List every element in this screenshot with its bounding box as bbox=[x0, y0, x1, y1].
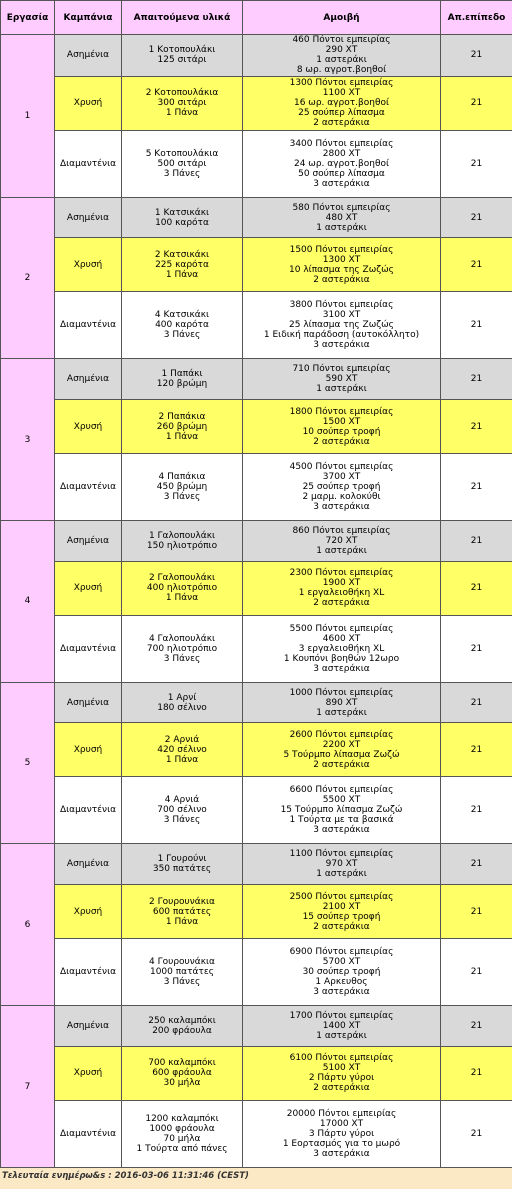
reward-cell: 6900 Πόντοι εμπειρίας 5700 ΧΤ 30 σούπερ τροφή 1 Αρκευθος 3 αστεράκια bbox=[243, 939, 441, 1006]
table-row bbox=[1, 292, 512, 359]
campaign-cell: Διαμαντένια bbox=[55, 615, 122, 682]
level-cell: 21 bbox=[441, 777, 512, 844]
header-row bbox=[1, 1, 512, 35]
table-row bbox=[1, 1006, 512, 1047]
table-row bbox=[1, 844, 512, 885]
materials-cell: 4 Παπάκια 450 βρώμη 3 Πάνες bbox=[122, 453, 243, 520]
level-cell: 21 bbox=[441, 939, 512, 1006]
level-cell: 21 bbox=[441, 723, 512, 777]
reward-cell: 3800 Πόντοι εμπειρίας 3100 ΧΤ 25 λίπασμα της Ζωζώς 1 Ειδική παράδοση (αυτοκόλλητο) 3 αστεράκια bbox=[243, 292, 441, 359]
table-row bbox=[1, 400, 512, 454]
table-row bbox=[1, 1100, 512, 1167]
level-cell: 21 bbox=[441, 35, 512, 77]
level-cell: 21 bbox=[441, 1100, 512, 1167]
header-task: Εργασία bbox=[1, 1, 55, 35]
materials-cell: 4 Αρνιά 700 σέλινο 3 Πάνες bbox=[122, 777, 243, 844]
reward-cell: 1300 Πόντοι εμπειρίας 1100 ΧΤ 16 ωρ. αγροτ.βοηθοί 25 σούπερ λίπασμα 2 αστεράκια bbox=[243, 76, 441, 130]
reward-cell: 6100 Πόντοι εμπειρίας 5100 ΧΤ 2 Πάρτυ γύροι 2 αστεράκια bbox=[243, 1046, 441, 1100]
header-materials: Απαιτούμενα υλικά bbox=[122, 1, 243, 35]
last-updated-text: Τελευταία ενημέρω&s : 2016-03-06 11:31:46 (CEST) bbox=[2, 1171, 249, 1181]
materials-cell: 1 Γαλοπουλάκι 150 ηλιοτρόπιο bbox=[122, 521, 243, 562]
level-cell: 21 bbox=[441, 521, 512, 562]
campaign-cell: Διαμαντένια bbox=[55, 292, 122, 359]
materials-cell: 1 Αρνί 180 σέλινο bbox=[122, 682, 243, 723]
materials-cell: 5 Κοτοπουλάκια 500 σιτάρι 3 Πάνες bbox=[122, 130, 243, 197]
reward-cell: 1100 Πόντοι εμπειρίας 970 ΧΤ 1 αστεράκι bbox=[243, 844, 441, 885]
reward-cell: 2600 Πόντοι εμπειρίας 2200 ΧΤ 5 Τούρμπο λίπασμα Ζωζώ 2 αστεράκια bbox=[243, 723, 441, 777]
level-cell: 21 bbox=[441, 1006, 512, 1047]
level-cell: 21 bbox=[441, 76, 512, 130]
campaign-cell: Ασημένια bbox=[55, 359, 122, 400]
header-reward: Αμοιβή bbox=[243, 1, 441, 35]
level-cell: 21 bbox=[441, 844, 512, 885]
materials-cell: 700 καλαμπόκι 600 φράουλα 30 μήλα bbox=[122, 1046, 243, 1100]
campaign-cell: Διαμαντένια bbox=[55, 939, 122, 1006]
reward-cell: 4500 Πόντοι εμπειρίας 3700 ΧΤ 25 σούπερ τροφή 2 μαρμ. κολοκύθι 3 αστεράκια bbox=[243, 453, 441, 520]
table-row bbox=[1, 453, 512, 520]
campaign-cell: Χρυσή bbox=[55, 723, 122, 777]
campaign-cell: Ασημένια bbox=[55, 844, 122, 885]
materials-cell: 4 Γουρουνάκια 1000 πατάτες 3 Πάνες bbox=[122, 939, 243, 1006]
level-cell: 21 bbox=[441, 292, 512, 359]
table-row bbox=[1, 682, 512, 723]
campaign-cell: Ασημένια bbox=[55, 521, 122, 562]
reward-cell: 860 Πόντοι εμπειρίας 720 ΧΤ 1 αστεράκι bbox=[243, 521, 441, 562]
materials-cell: 2 Γαλοπουλάκι 400 ηλιοτρόπιο 1 Πάνα bbox=[122, 561, 243, 615]
campaign-cell: Χρυσή bbox=[55, 1046, 122, 1100]
reward-cell: 1500 Πόντοι εμπειρίας 1300 ΧΤ 10 λίπασμα της Ζωζώς 2 αστεράκια bbox=[243, 238, 441, 292]
materials-cell: 2 Αρνιά 420 σέλινο 1 Πάνα bbox=[122, 723, 243, 777]
materials-cell: 2 Παπάκια 260 βρώμη 1 Πάνα bbox=[122, 400, 243, 454]
level-cell: 21 bbox=[441, 359, 512, 400]
task-number: 3 bbox=[1, 359, 55, 521]
reward-cell: 6600 Πόντοι εμπειρίας 5500 ΧΤ 15 Τούρμπο λίπασμα Ζωζώ 1 Τούρτα με τα βασικά 3 αστεράκια bbox=[243, 777, 441, 844]
materials-cell: 4 Γαλοπουλάκι 700 ηλιοτρόπιο 3 Πάνες bbox=[122, 615, 243, 682]
task-number: 1 bbox=[1, 35, 55, 198]
materials-cell: 1 Γουρούνι 350 πατάτες bbox=[122, 844, 243, 885]
level-cell: 21 bbox=[441, 1046, 512, 1100]
table-row bbox=[1, 521, 512, 562]
materials-cell: 1 Παπάκι 120 βρώμη bbox=[122, 359, 243, 400]
table-row bbox=[1, 76, 512, 130]
materials-cell: 2 Γουρουνάκια 600 πατάτες 1 Πάνα bbox=[122, 885, 243, 939]
materials-cell: 1 Κοτοπουλάκι 125 σιτάρι bbox=[122, 35, 243, 77]
level-cell: 21 bbox=[441, 453, 512, 520]
campaign-cell: Χρυσή bbox=[55, 885, 122, 939]
campaign-cell: Χρυσή bbox=[55, 76, 122, 130]
campaign-cell: Διαμαντένια bbox=[55, 1100, 122, 1167]
table-row bbox=[1, 885, 512, 939]
header-campaign: Καμπάνια bbox=[55, 1, 122, 35]
reward-cell: 2500 Πόντοι εμπειρίας 2100 ΧΤ 15 σούπερ τροφή 2 αστεράκια bbox=[243, 885, 441, 939]
materials-cell: 4 Κατσικάκι 400 καρότα 3 Πάνες bbox=[122, 292, 243, 359]
campaign-cell: Ασημένια bbox=[55, 1006, 122, 1047]
level-cell: 21 bbox=[441, 561, 512, 615]
campaign-cell: Διαμαντένια bbox=[55, 777, 122, 844]
task-number: 7 bbox=[1, 1006, 55, 1168]
reward-cell: 580 Πόντοι εμπειρίας 480 ΧΤ 1 αστεράκι bbox=[243, 197, 441, 238]
table-row bbox=[1, 615, 512, 682]
table-row bbox=[1, 197, 512, 238]
reward-cell: 1000 Πόντοι εμπειρίας 890 ΧΤ 1 αστεράκι bbox=[243, 682, 441, 723]
campaign-cell: Χρυσή bbox=[55, 561, 122, 615]
materials-cell: 250 καλαμπόκι 200 φράουλα bbox=[122, 1006, 243, 1047]
campaign-cell: Διαμαντένια bbox=[55, 130, 122, 197]
level-cell: 21 bbox=[441, 885, 512, 939]
reward-cell: 5500 Πόντοι εμπειρίας 4600 ΧΤ 3 εργαλειοθήκη XL 1 Κουπόνι βοηθών 12ωρο 3 αστεράκια bbox=[243, 615, 441, 682]
table-body bbox=[1, 35, 512, 1168]
table-row bbox=[1, 1046, 512, 1100]
table-row bbox=[1, 238, 512, 292]
reward-cell: 1700 Πόντοι εμπειρίας 1400 ΧΤ 1 αστεράκι bbox=[243, 1006, 441, 1047]
table-row bbox=[1, 723, 512, 777]
level-cell: 21 bbox=[441, 197, 512, 238]
materials-cell: 2 Κοτοπουλάκια 300 σιτάρι 1 Πάνα bbox=[122, 76, 243, 130]
table-row bbox=[1, 561, 512, 615]
task-number: 4 bbox=[1, 521, 55, 683]
task-number: 6 bbox=[1, 844, 55, 1006]
reward-cell: 20000 Πόντοι εμπειρίας 17000 ΧΤ 3 Πάρτυ γύροι 1 Εορτασμός για το μωρό 3 αστεράκια bbox=[243, 1100, 441, 1167]
table-row bbox=[1, 35, 512, 77]
table-row bbox=[1, 359, 512, 400]
campaign-cell: Ασημένια bbox=[55, 682, 122, 723]
reward-cell: 3400 Πόντοι εμπειρίας 2800 ΧΤ 24 ωρ. αγροτ.βοηθοί 50 σούπερ λίπασμα 3 αστεράκια bbox=[243, 130, 441, 197]
materials-cell: 2 Κατσικάκι 225 καρότα 1 Πάνα bbox=[122, 238, 243, 292]
level-cell: 21 bbox=[441, 238, 512, 292]
level-cell: 21 bbox=[441, 130, 512, 197]
level-cell: 21 bbox=[441, 615, 512, 682]
task-number: 5 bbox=[1, 682, 55, 844]
materials-cell: 1 Κατσικάκι 100 καρότα bbox=[122, 197, 243, 238]
reward-cell: 1800 Πόντοι εμπειρίας 1500 ΧΤ 10 σούπερ τροφή 2 αστεράκια bbox=[243, 400, 441, 454]
campaign-cell: Ασημένια bbox=[55, 197, 122, 238]
reward-cell: 460 Πόντοι εμπειρίας 290 ΧΤ 1 αστεράκι 8 ωρ. αγροτ.βοηθοί bbox=[243, 35, 441, 77]
level-cell: 21 bbox=[441, 400, 512, 454]
reward-cell: 2300 Πόντοι εμπειρίας 1900 ΧΤ 1 εργαλειοθήκη XL 2 αστεράκια bbox=[243, 561, 441, 615]
table-row bbox=[1, 130, 512, 197]
task-number: 2 bbox=[1, 197, 55, 359]
campaign-cell: Διαμαντένια bbox=[55, 453, 122, 520]
reward-cell: 710 Πόντοι εμπειρίας 590 ΧΤ 1 αστεράκι bbox=[243, 359, 441, 400]
table-row bbox=[1, 777, 512, 844]
campaign-cell: Χρυσή bbox=[55, 400, 122, 454]
level-cell: 21 bbox=[441, 682, 512, 723]
campaign-cell: Ασημένια bbox=[55, 35, 122, 77]
header-level: Απ.επίπεδο bbox=[441, 1, 512, 35]
materials-cell: 1200 καλαμπόκι 1000 φράουλα 70 μήλα 1 Τούρτα από πάνες bbox=[122, 1100, 243, 1167]
campaign-cell: Χρυσή bbox=[55, 238, 122, 292]
table-row bbox=[1, 939, 512, 1006]
